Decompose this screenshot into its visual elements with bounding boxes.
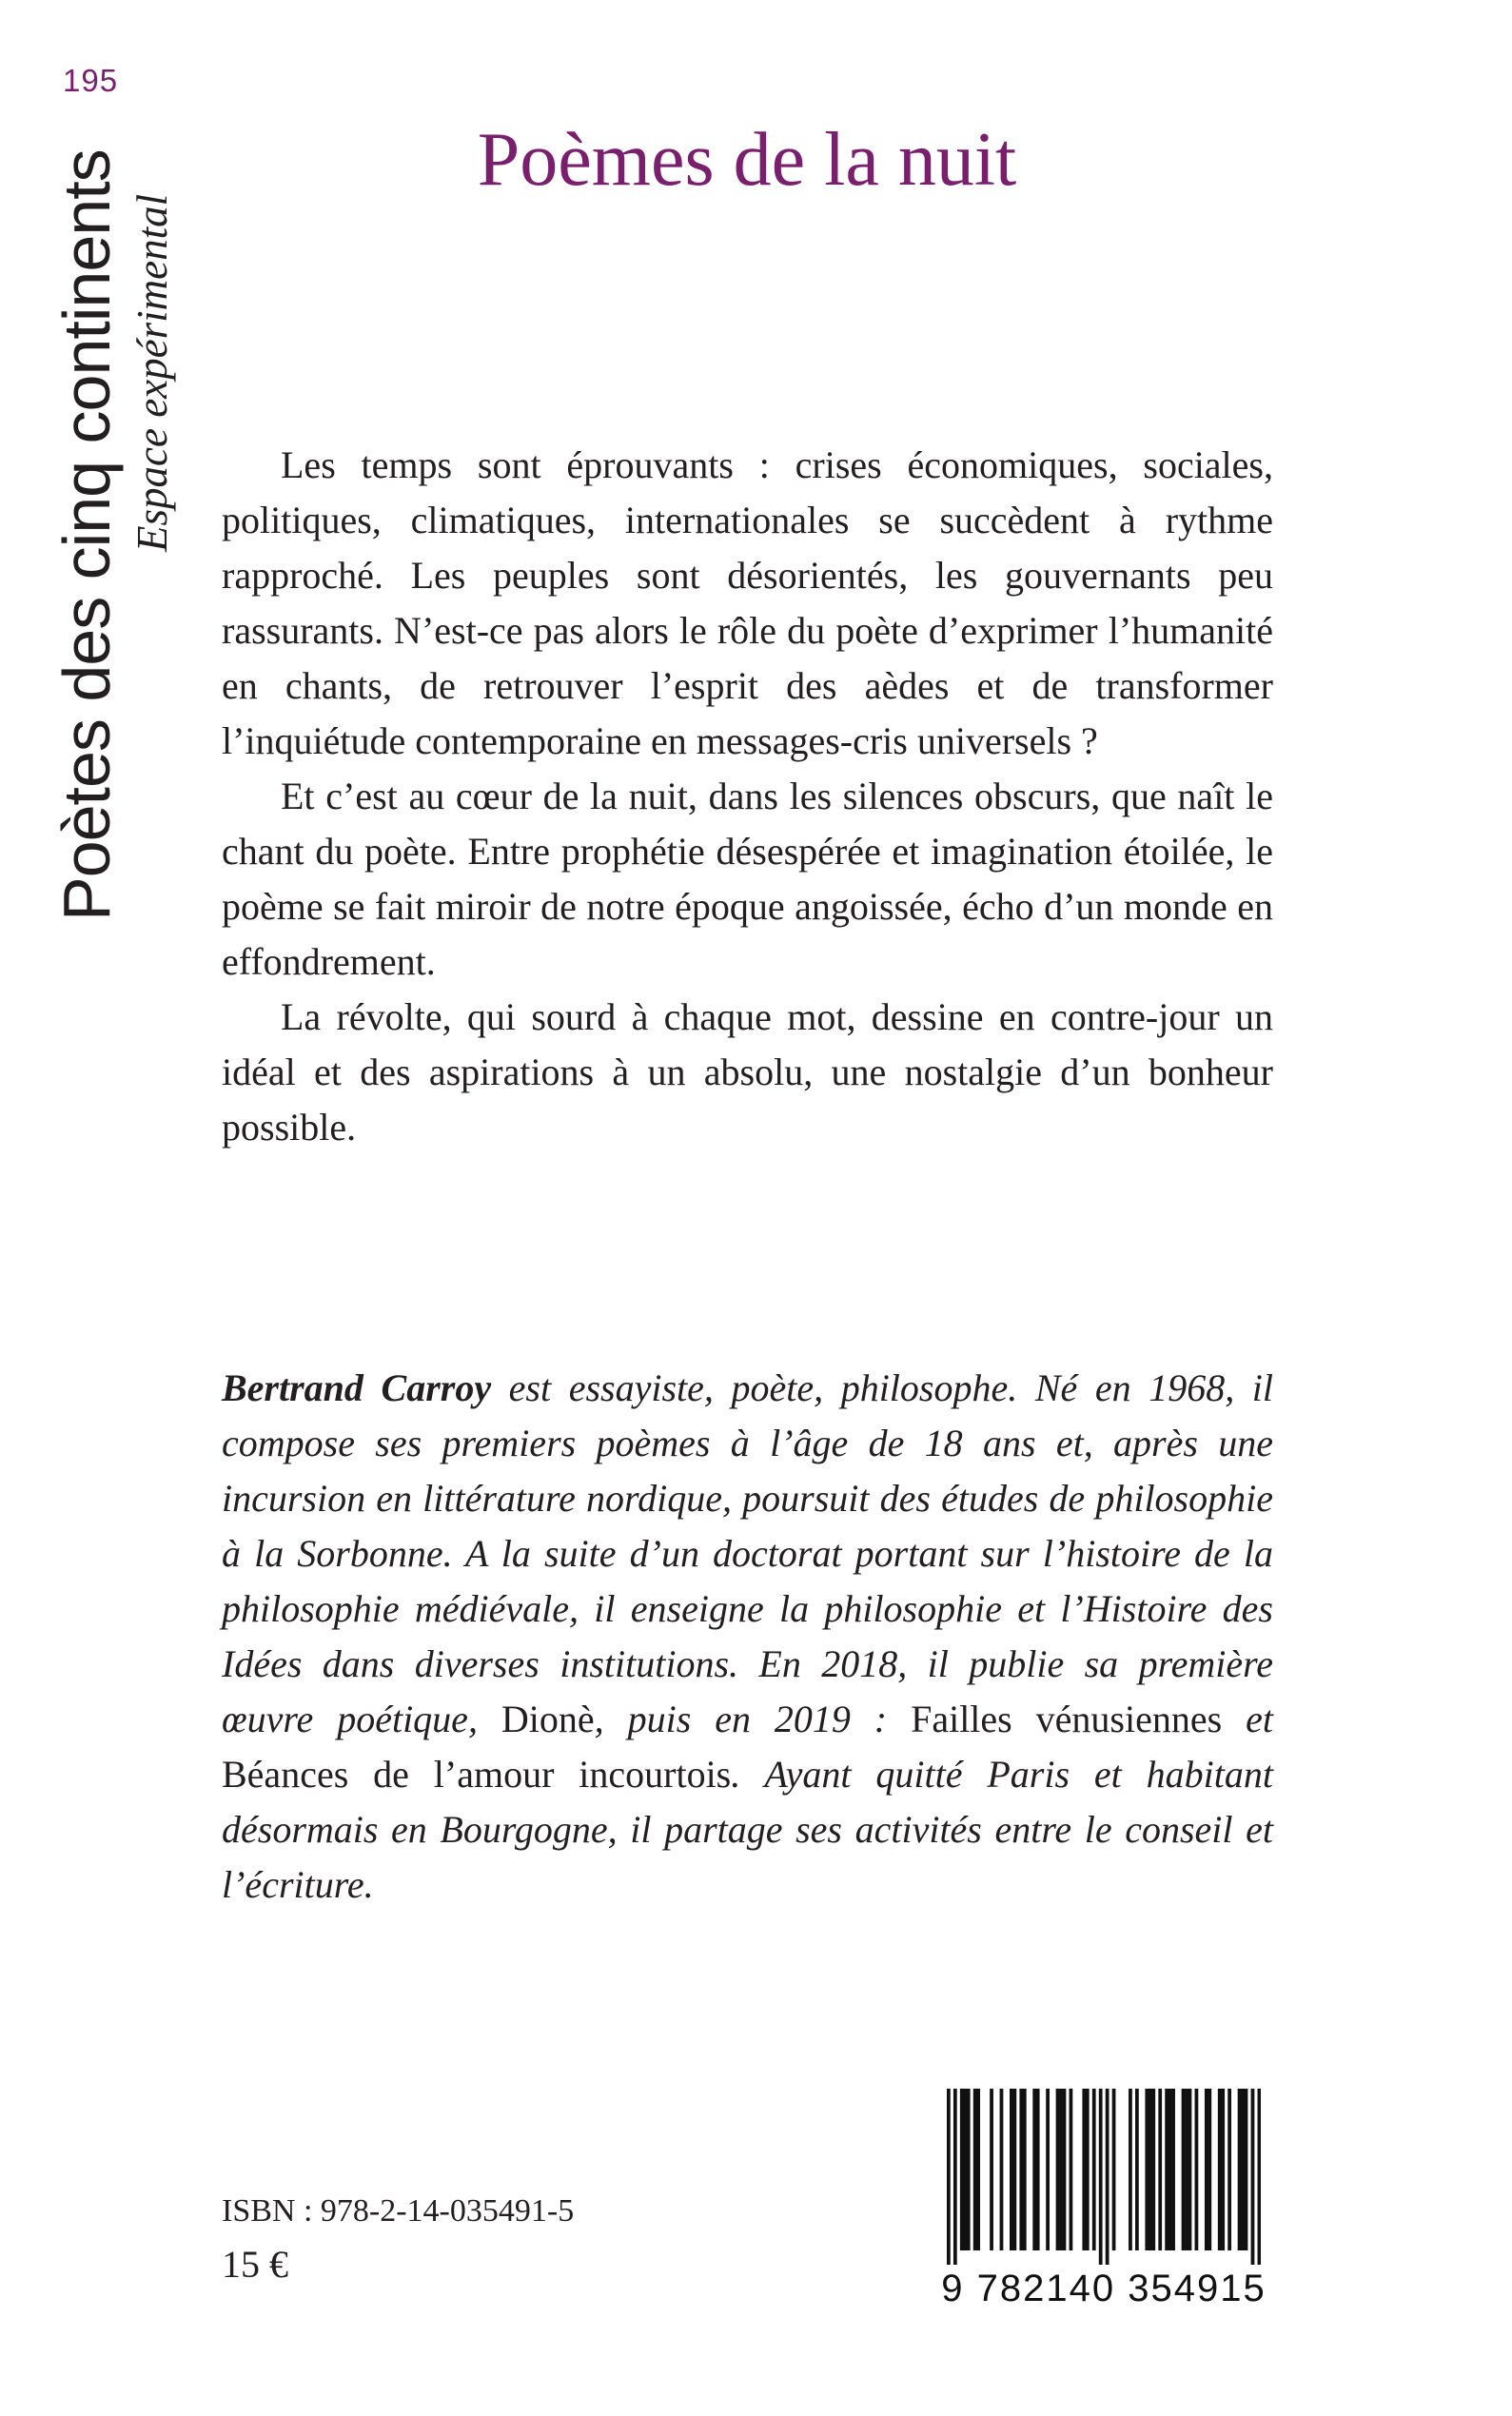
barcode-bar <box>1221 2089 1225 2250</box>
barcode-bar <box>1258 2089 1261 2265</box>
barcode-bar <box>1086 2089 1090 2250</box>
barcode-bar <box>1241 2089 1245 2250</box>
barcode-bar <box>1227 2089 1231 2250</box>
barcode-bar <box>947 2089 951 2265</box>
work-title: Failles vénusiennes <box>911 1698 1223 1740</box>
barcode-bar <box>976 2089 980 2250</box>
price: 15 € <box>222 2243 288 2286</box>
author-bio-text: et <box>1222 1698 1273 1740</box>
barcode-bar <box>1046 2089 1050 2250</box>
barcode-bar <box>1056 2089 1060 2250</box>
series-number: 195 <box>63 63 119 98</box>
barcode-bar <box>1188 2089 1192 2250</box>
back-cover-blurb <box>222 438 1273 1155</box>
blurb-paragraph: La révolte, qui sourd à chaque mot, dessine en contre-jour un idéal et des aspirations à un absolu, une nostalgie d’un bonheur possible. <box>222 995 1273 1149</box>
barcode-bar <box>1205 2089 1208 2250</box>
author-bio <box>222 1361 1273 1913</box>
author-name: Bertrand Carroy <box>222 1366 492 1409</box>
barcode-bar <box>1106 2089 1109 2265</box>
barcode-bar <box>1023 2089 1027 2250</box>
barcode-bar <box>1059 2089 1063 2250</box>
barcode-bar <box>1092 2089 1096 2250</box>
isbn: ISBN : 978-2-14-035491-5 <box>222 2193 575 2229</box>
barcode-icon <box>947 2089 1261 2265</box>
barcode-bar <box>1099 2089 1103 2265</box>
barcode-bar <box>973 2089 977 2250</box>
barcode-bar <box>1245 2089 1248 2250</box>
barcode-bar <box>1082 2089 1086 2250</box>
barcode-bar <box>990 2089 993 2250</box>
author-bio-paragraph <box>222 1361 1273 1913</box>
barcode-bar <box>1185 2089 1188 2250</box>
barcode-digits: 9 782140 354915 <box>941 2268 1267 2309</box>
author-bio-text: . Ayant quitté Paris et habitant désormais en Bourgogne, il partage ses activités entre le conseil et l’écriture. <box>222 1753 1273 1906</box>
barcode-bar <box>1135 2089 1139 2250</box>
author-bio-text: est essayiste, poète, philosophe. Né en 1968, il compose ses premiers poèmes à l’âge de 18 ans et, après une incursion en littérature nordique, poursuit des études de philosophie à la Sorbonne. A la suite d’un doctorat portant sur l’histoire de la philosophie médiévale, il enseigne la philosophie et l’Histoire des Idées dans diverses institutions. En 2018, il publie sa première œuvre poétique, <box>222 1366 1274 1740</box>
barcode-bar <box>967 2089 971 2250</box>
barcode-bar <box>1218 2089 1222 2250</box>
barcode-bar <box>1010 2089 1013 2250</box>
barcode-bar <box>1171 2089 1175 2250</box>
barcode-bar <box>960 2089 964 2250</box>
barcode-bar <box>953 2089 957 2265</box>
barcode-bar <box>1149 2089 1152 2250</box>
barcode-bar <box>1238 2089 1242 2250</box>
barcode-bar <box>1208 2089 1211 2250</box>
barcode <box>928 2079 1280 2317</box>
barcode-bar <box>1032 2089 1036 2250</box>
series-subtitle: Espace expérimental <box>128 193 176 552</box>
series-name-vertical <box>49 141 126 921</box>
barcode-bar <box>1145 2089 1149 2250</box>
barcode-bar <box>1070 2089 1073 2250</box>
barcode-bar <box>1168 2089 1172 2250</box>
author-bio-text: , puis en 2019 : <box>594 1698 912 1740</box>
barcode-bar <box>1182 2089 1186 2250</box>
work-title: Dionè <box>501 1698 595 1740</box>
book-title: Poèmes de la nuit <box>477 118 1017 202</box>
work-title: Béances de l’amour incourtois <box>222 1753 732 1796</box>
barcode-bar <box>1195 2089 1199 2250</box>
barcode-bar <box>1158 2089 1162 2250</box>
blurb-paragraph: Les temps sont éprouvants : crises économiques, sociales, politiques, climatiques, internationales se succèdent à rythme rapproché. Les peuples sont désorientés, les gouvernants peu rassurants. N’est-ce pas alors le rôle du poète d’exprimer l’humanité en chants, de retrouver l’esprit des aèdes et de transformer l’inquiétude contemporaine en messages-cris universels ? <box>222 443 1273 762</box>
barcode-bar <box>1063 2089 1067 2250</box>
barcode-bar <box>1019 2089 1023 2250</box>
barcode-bar <box>1251 2089 1255 2265</box>
barcode-bar <box>1151 2089 1155 2250</box>
barcode-bar <box>1112 2089 1116 2250</box>
barcode-bar <box>1129 2089 1132 2250</box>
barcode-bar <box>1012 2089 1016 2250</box>
barcode-bar <box>1165 2089 1168 2250</box>
barcode-bar <box>1000 2089 1004 2250</box>
blurb-paragraph: Et c’est au cœur de la nuit, dans les silences obscurs, que naît le chant du poète. Entre prophétie désespérée et imagination étoilée, le poème se fait miroir de notre époque angoissée, écho d’un monde en effondrement. <box>222 775 1273 983</box>
barcode-bar <box>1036 2089 1040 2250</box>
series-name: Poètes des cinq continents <box>49 149 124 921</box>
barcode-bar <box>963 2089 967 2250</box>
